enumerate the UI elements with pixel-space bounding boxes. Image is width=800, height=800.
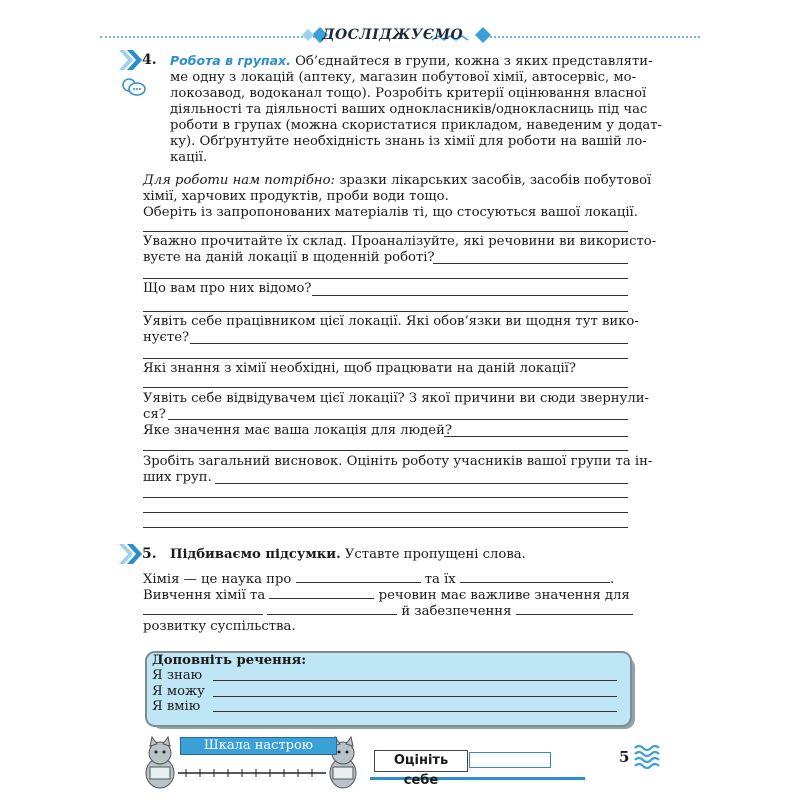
task4-text-line-3: локозавод, водоканал тощо). Розробіть критерії оцінювання власної [170, 86, 647, 101]
fill-3-text-a: й забезпечення [401, 604, 512, 619]
question-3-line-2: нуєте? [143, 330, 190, 345]
i-can-input[interactable] [213, 696, 617, 697]
i-am-able-input[interactable] [213, 711, 617, 712]
task5-heading [170, 547, 526, 563]
task4-text-line-1: Об’єднайтеся в групи, кожна з яких представляти- [295, 54, 653, 69]
blank-field[interactable] [460, 571, 610, 583]
blank-field[interactable] [269, 587, 374, 599]
i-can-label: Я можу [152, 684, 205, 699]
question-6: Яке значення має ваша локація для людей? [143, 423, 452, 438]
fill-line-1 [143, 571, 614, 588]
group-work-icon [121, 76, 147, 98]
i-know-label: Я знаю [152, 668, 203, 683]
blank-field[interactable] [296, 571, 421, 583]
choose-instruction: Оберіть із запропонованих матеріалів ті, що стосуються вашої локації. [143, 205, 638, 220]
fill-1-text-a: Хімія — це наука про [143, 572, 292, 587]
answer-line[interactable] [215, 483, 628, 484]
answer-line[interactable] [168, 419, 628, 420]
answer-line[interactable] [143, 497, 628, 498]
materials-line-1 [143, 173, 651, 189]
rate-yourself-label: Оцініть себе [374, 750, 468, 772]
fill-1-end: . [609, 572, 615, 587]
question-3-line-1: Уявіть себе працівником цієї локації. Які обов’язки ви щодня тут вико- [143, 314, 639, 329]
answer-line[interactable] [190, 343, 628, 344]
complete-box-title: Доповніть речення: [152, 653, 307, 668]
task4-text-line-5: роботи в групах (можна скористатися прикладом, наведеним у додат- [170, 118, 662, 133]
page-number: 5 [619, 748, 630, 766]
fill-line-2 [143, 587, 630, 604]
rate-underline [370, 777, 585, 780]
cat-left-icon [146, 737, 174, 788]
task4-title: Робота в групах. [170, 53, 291, 68]
fill-2-text-a: Вивчення хімії та [143, 588, 266, 603]
task4-intro-line [170, 53, 653, 70]
fill-4-text: розвитку суспільства. [143, 619, 296, 634]
blank-field[interactable] [516, 603, 633, 615]
task4-text-line-6: ку). Обґрунтуйте необхідність знань із хімії для роботи на вашій ло- [170, 134, 647, 149]
question-1-line-1: Уважно прочитайте їх склад. Проаналізуйте, які речовини ви використо- [143, 234, 657, 249]
fill-2-text-b: речовин має важливе значення для [378, 588, 630, 603]
answer-line[interactable] [143, 231, 628, 232]
answer-line[interactable] [143, 512, 628, 513]
blank-field[interactable] [267, 603, 397, 615]
answer-line[interactable] [143, 450, 628, 451]
rate-yourself-input[interactable] [469, 752, 551, 768]
i-know-input[interactable] [213, 680, 617, 681]
answer-line[interactable] [143, 358, 628, 359]
materials-text-1: зразки лікарських засобів, засобів побутової [339, 173, 652, 188]
answer-line[interactable] [143, 311, 628, 312]
task4-text-line-2: ме одну з локацій (аптеку, магазин побутової хімії, автосервіс, мо- [170, 70, 637, 85]
question-5-line-1: Уявіть себе відвідувачем цієї локації? З якої причини ви сюди звернули- [143, 391, 649, 406]
question-7-line-1: Зробіть загальний висновок. Оцініть роботу учасників вашої групи та ін- [143, 454, 653, 469]
answer-line[interactable] [143, 278, 628, 279]
question-2: Що вам про них відомо? [143, 281, 312, 296]
question-5-line-2: ся? [143, 407, 166, 422]
question-4: Які знання з хімії необхідні, щоб працювати на даній локації? [143, 361, 576, 376]
task5-title: Підбиваємо підсумки. [170, 547, 341, 562]
task5-instruction: Уставте пропущені слова. [344, 547, 526, 562]
fill-line-3 [143, 603, 633, 620]
task4-number: 4. [142, 52, 157, 68]
blank-field[interactable] [143, 603, 263, 615]
task5-number: 5. [142, 546, 157, 562]
answer-line[interactable] [143, 527, 628, 528]
header-dotted-rule-right [490, 36, 700, 44]
question-1-line-2: вуєте на даній локації в щоденній роботі? [143, 250, 435, 265]
i-am-able-label: Я вмію [152, 699, 201, 714]
section-title: ДОСЛІДЖУЄМО [322, 27, 464, 43]
materials-label: Для роботи нам потрібно: [143, 173, 335, 188]
answer-line[interactable] [312, 295, 628, 296]
answer-line[interactable] [143, 387, 628, 388]
waves-icon [633, 742, 663, 772]
task4-text-line-7: кації. [170, 150, 208, 165]
question-7-line-2: ших груп. [143, 470, 212, 485]
task4-text-line-4: діяльності та діяльності ваших однокласників/однокласниць під час [170, 102, 648, 117]
header-dotted-rule-left [100, 36, 315, 44]
materials-text-2: хімії, харчових продуктів, проби води тощо. [143, 189, 449, 204]
answer-line[interactable] [433, 263, 628, 264]
mood-scale-label: Шкала настрою [180, 737, 337, 755]
fill-1-text-b: та їх [424, 572, 456, 587]
answer-line[interactable] [444, 436, 628, 437]
